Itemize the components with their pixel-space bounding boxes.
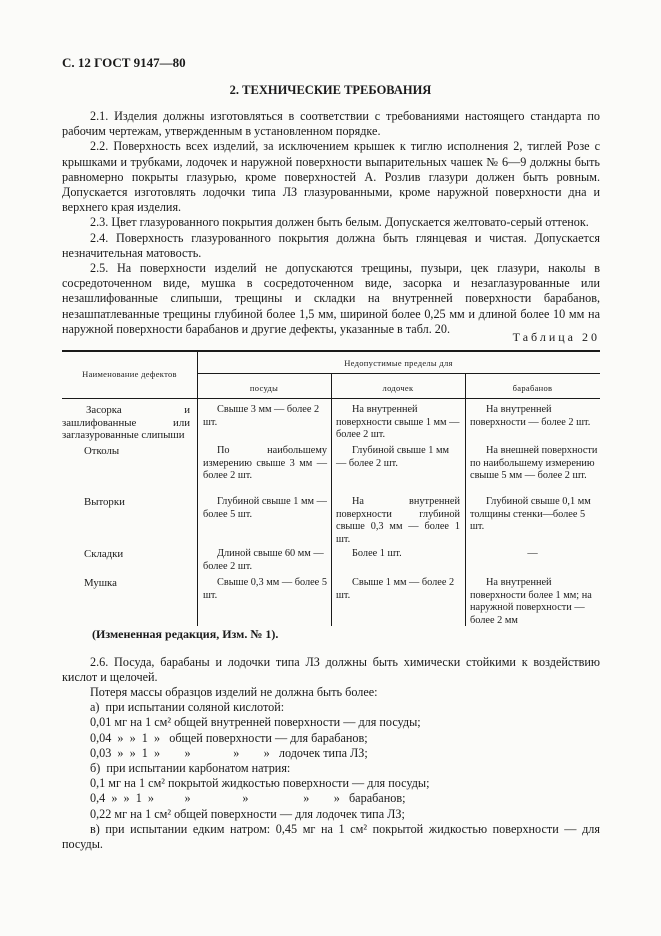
paragraphs (62, 109, 600, 337)
table-cell: Более 1 шт. (352, 548, 402, 559)
paragraph-alkali: в) при испытании едким натром: 0,45 мг на 1 см² покрытой жидкостью поверхности — для посуды. (62, 822, 600, 852)
list-item: Потеря массы образцов изделий не должна быть более: (90, 685, 378, 699)
paragraph-2-2: 2.2. Поверхность всех изделий, за исключением крышек к тиглю исполнения 2, тиглей Розе с крышками и трубками, лодочек и наружной поверхности выпарительных чашек № 6—9 должны быть равномерно покрыты глазурью, кроме поверхностей А. Розлив глазури должен быть ровным. Допускается изготовлять лодочки типа ЛЗ глазурованными, кроме наружной поверхности дна и верхнего края изделия. (62, 139, 600, 215)
page-header: С. 12 ГОСТ 9147—80 (62, 55, 186, 70)
table-header-group: Недопустимые пределы для (344, 358, 453, 368)
table-top-rule (62, 350, 600, 352)
list-item: 0,4 » » 1 » » » » » барабанов; (90, 791, 406, 806)
mass-loss-list (90, 685, 600, 822)
table-subheader-drums: барабанов (512, 383, 553, 393)
table-cell: На внутренней поверхности — более 2 шт. (470, 404, 591, 428)
table-col-rule-2 (331, 373, 332, 626)
amendment-note: (Измененная редакция, Изм. № 1). (92, 627, 279, 641)
table-cell: Свыше 1 мм — более 2 шт. (336, 577, 455, 601)
paragraph-2-1: 2.1. Изделия должны изготовляться в соответствии с требованиями настоящего стандарта по рабочим чертежам, утвержденным в установленном порядке. (62, 109, 600, 139)
paragraph-2-6-block (62, 655, 600, 685)
list-item: 0,1 мг на 1 см² покрытой жидкостью поверхности — для посуды; (90, 776, 430, 791)
paragraph-2-6: 2.6. Посуда, барабаны и лодочки типа ЛЗ должны быть химически стойкими к воздействию кислот и щелочей. (62, 655, 600, 685)
table-cell: На внутренней поверхности глубиной свыше 0,3 мм — более 1 шт. (336, 496, 460, 545)
table-header-defect: Наименование дефектов (82, 369, 177, 379)
table-subheader-boats: лодочек (382, 383, 414, 393)
table-cell: На внутренней поверхности более 1 мм; на наружной поверхности — более 2 мм (470, 577, 592, 626)
table-cell: Свыше 3 мм — более 2 шт. (203, 404, 320, 428)
list-item: 0,04 » » 1 » общей поверхности — для барабанов; (90, 730, 368, 745)
table-cell: По наибольшему измерению свыше 3 мм — более 2 шт. (203, 445, 327, 482)
table-col-rule-3 (465, 373, 466, 626)
table-row-defect: Отколы (84, 445, 120, 457)
list-item: а) при испытании соляной кислотой: (90, 700, 285, 715)
section-title: 2. ТЕХНИЧЕСКИЕ ТРЕБОВАНИЯ (229, 83, 432, 97)
paragraph-2-5: 2.5. На поверхности изделий не допускаются трещины, пузыри, цек глазури, наколы в сосредоточенном виде, мушка в сосредоточенном виде, засорка и незаглазурованные или незашлифованные слипыши, трещины и складки на внутренней поверхности барабанов, незашпатлеванные трещины глубиной более 1,5 мм, шириной более 0,25 мм и длиной более 10 мм на наружной поверхности барабанов и другие дефекты, указанные в табл. 20. (62, 261, 600, 336)
table-row-defect: Выторки (84, 496, 125, 508)
table-cell: Длиной свыше 60 мм — более 2 шт. (203, 548, 324, 572)
list-item: 0,22 мг на 1 см² общей поверхности — для лодочек типа ЛЗ; (90, 806, 405, 821)
paragraph-2-4: 2.4. Поверхность глазурованного покрытия должна быть глянцевая и чистая. Допускается незначительная матовость. (62, 230, 600, 260)
table-subheader-dishes: посуды (249, 383, 279, 393)
paragraph-last-block (62, 822, 600, 852)
table-cell: — (527, 548, 538, 559)
table-cell: Глубиной свыше 1 мм — более 5 шт. (203, 496, 327, 520)
table-cell: Глубиной свыше 0,1 мм толщины стенки—более 5 шт. (470, 496, 591, 533)
paragraph-2-3: 2.3. Цвет глазурованного покрытия должен быть белым. Допускается желтовато-серый оттенок. (90, 215, 589, 230)
list-item: 0,01 мг на 1 см² общей внутренней поверхности — для посуды; (90, 715, 421, 730)
list-item: 0,03 » » 1 » » » » лодочек типа ЛЗ; (90, 745, 368, 760)
table-row-defect: Мушка (84, 577, 117, 589)
table-cell: На внешней поверхности по наибольшему измерению свыше 5 мм — более 2 шт. (470, 445, 598, 482)
table-caption: Таблица 20 (512, 330, 600, 344)
table-cell: Глубиной свыше 1 мм — более 2 шт. (336, 445, 450, 469)
table-cell: На внутренней поверхности свыше 1 мм — более 2 шт. (336, 404, 460, 441)
table-row-defect: Засорка и зашлифованные или заглазурованные слипыши (62, 404, 190, 442)
table-row-defect: Складки (84, 548, 124, 560)
table-group-rule (197, 373, 600, 374)
table-cell: Свыше 0,3 мм — более 5 шт. (203, 577, 327, 601)
list-item: б) при испытании карбонатом натрия: (90, 761, 291, 776)
